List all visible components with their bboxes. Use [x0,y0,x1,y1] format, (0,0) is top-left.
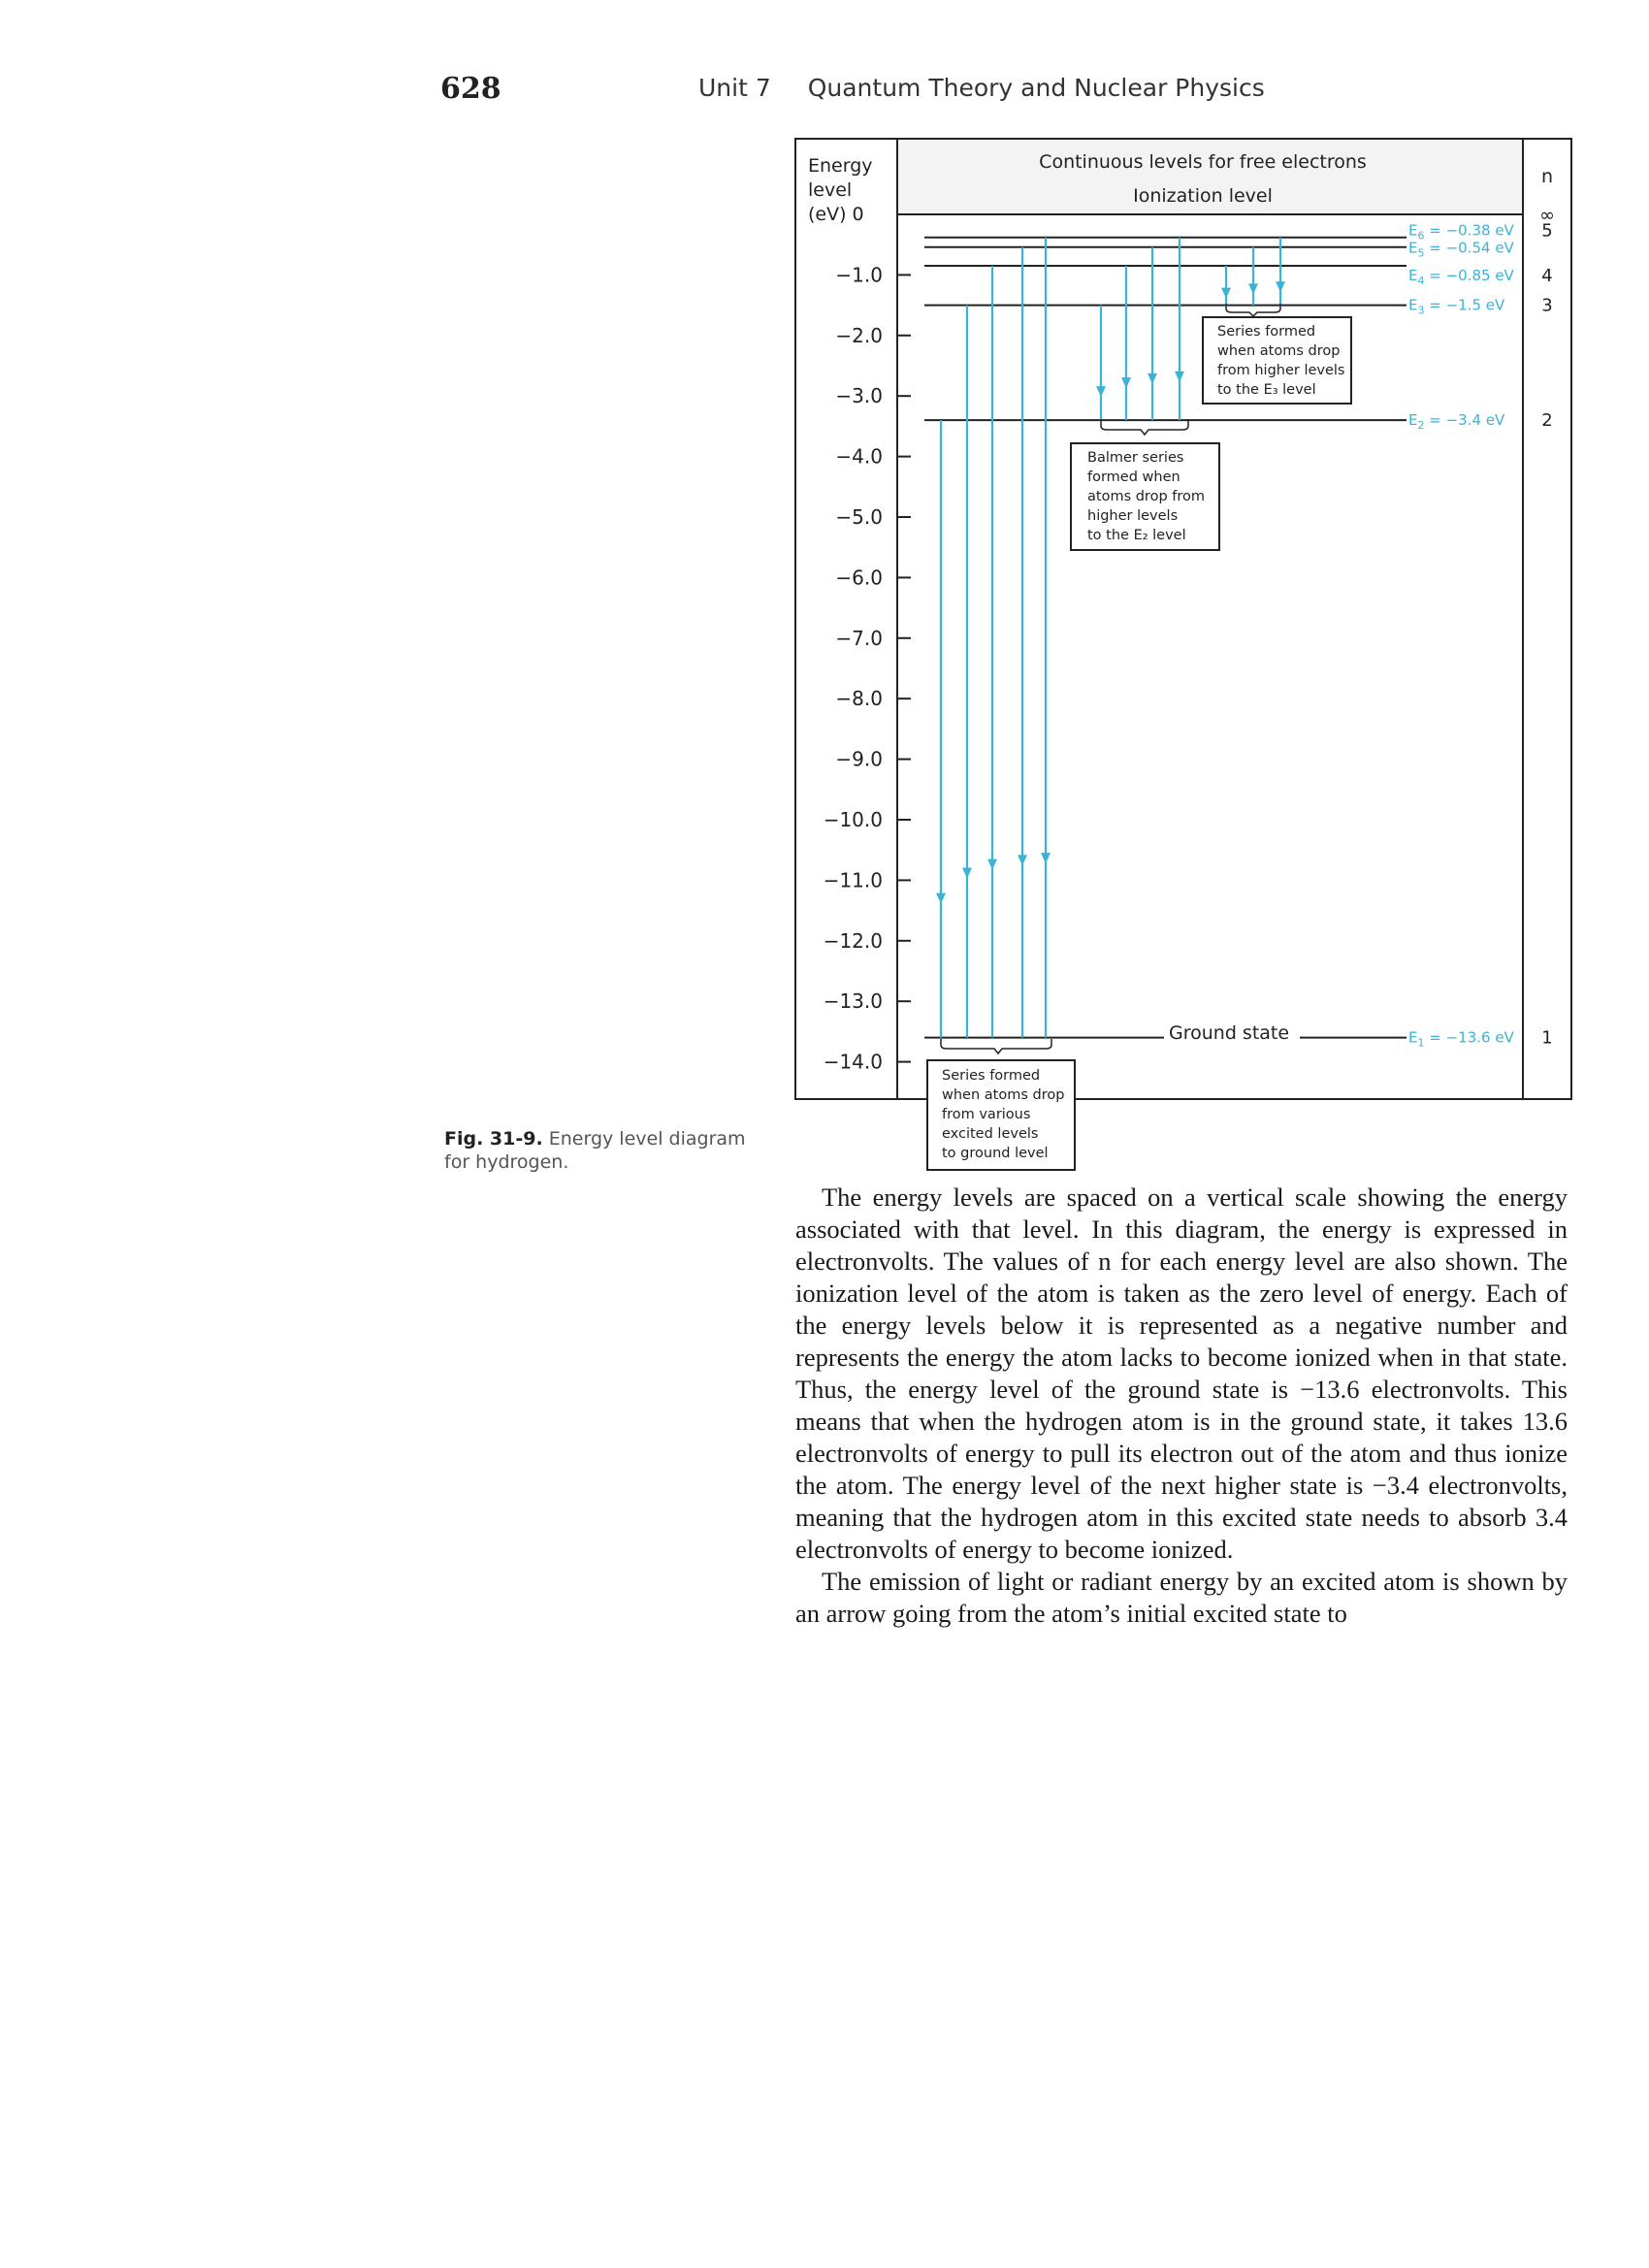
tick-label: −10.0 [823,808,883,831]
e3-box-line-4: to the E₃ level [1217,382,1316,398]
tick-label: −5.0 [835,505,883,529]
arrow-head [962,868,972,879]
tick-label: −9.0 [835,747,883,771]
ground-box-line-1: Series formed [942,1068,1041,1084]
tick-label: −6.0 [835,566,883,590]
tick-label: −7.0 [835,626,883,650]
level-label: $E_2 = -3.4$ eV [1408,411,1505,433]
ground-box-line-5: to ground level [942,1146,1049,1161]
arrow-head [1276,281,1285,292]
tick-label: −12.0 [823,928,883,953]
level-label: $E_5 = -0.54$ eV [1408,239,1514,260]
n-value: 3 [1541,295,1553,316]
chapter-title: Quantum Theory and Nuclear Physics [807,74,1265,102]
e3-box-line-1: Series formed [1217,324,1316,340]
tick-label: −4.0 [835,444,883,469]
n-value: 5 [1541,220,1553,242]
balmer-box-line-5: to the E₂ level [1087,528,1186,543]
caption-label: Fig. 31-9. [444,1128,543,1150]
arrow-head [1148,373,1157,384]
axis-title-line-2: level [808,179,853,201]
body-text [795,1182,1568,1630]
brace-ground-series [941,1039,1051,1053]
tick-label: −1.0 [835,263,883,287]
level-label: $E_3 = -1.5$ eV [1408,296,1505,317]
level-label: $E_1 = -13.6$ eV [1408,1028,1514,1050]
paragraph-2: The emission of light or radiant energy by an excited atom is shown by an arrow going from the atom’s initial excited state to [795,1567,1568,1628]
axis-title-line-3: (eV) 0 [808,204,864,225]
ground-box-line-3: from various [942,1107,1031,1122]
axis-title-line-1: Energy [808,155,873,177]
continuous-levels-label: Continuous levels for free electrons [1039,151,1367,173]
paragraph-1: The energy levels are spaced on a vertical scale showing the energy associated with that level. In this diagram, the energy is expressed in electronvolts. The values of n for each energy level are also shown. The ionization level of the atom is taken as the zero level of energy. Each of the energy levels below it is represented as a negative number and represents the energy the atom lacks to become ionized when in that state. Thus, the energy level of the ground state is −13.6 electronvolts. This means that when the hydrogen atom is in the ground state, it takes 13.6 electronvolts of energy to pull its electron out of the atom and thus ionize the atom. The energy level of the next higher state is −3.4 electronvolts, meaning that the hydrogen atom in this excited state needs to absorb 3.4 electronvolts of energy to become ionized. [795,1183,1568,1564]
unit-label: Unit 7 [698,74,771,102]
tick-label: −14.0 [823,1050,883,1074]
arrow-head [1096,386,1106,397]
arrow-head [1221,288,1231,299]
tick-label: −8.0 [835,687,883,711]
brace-balmer-series [1101,419,1188,435]
balmer-box-line-3: atoms drop from [1087,489,1206,504]
arrow-head [1018,855,1027,865]
ground-box-line-4: excited levels [942,1126,1039,1142]
arrow-head [1041,853,1051,863]
tick-label: −3.0 [835,384,883,408]
e3-box-line-3: from higher levels [1217,363,1345,378]
balmer-box-line-4: higher levels [1087,508,1179,524]
tick-label: −2.0 [835,323,883,347]
figure-caption [444,1127,755,1174]
arrow-head [1175,372,1184,382]
arrow-head [1248,283,1258,294]
n-value: 1 [1541,1027,1553,1049]
n-infinity: ∞ [1539,205,1555,226]
level-label: $E_4 = -0.85$ eV [1408,267,1514,288]
arrow-head [936,893,946,904]
ground-box-line-2: when atoms drop [942,1087,1065,1103]
tick-label: −13.0 [823,989,883,1014]
tick-label: −11.0 [823,868,883,892]
n-value: 2 [1541,410,1553,432]
ionization-level-label: Ionization level [1133,185,1273,207]
level-label: $E_6 = -0.38$ eV [1408,221,1514,243]
arrow-head [1121,377,1131,388]
balmer-box-line-2: formed when [1087,470,1180,485]
page-number: 628 [440,72,501,106]
caption-text: Energy level diagram for hydrogen. [444,1128,746,1173]
balmer-box-line-1: Balmer series [1087,450,1184,466]
n-header: n [1540,166,1554,187]
ground-state-label: Ground state [1169,1022,1290,1044]
n-value: 4 [1541,266,1553,287]
e3-box-line-2: when atoms drop [1217,343,1341,359]
arrow-head [987,859,997,870]
